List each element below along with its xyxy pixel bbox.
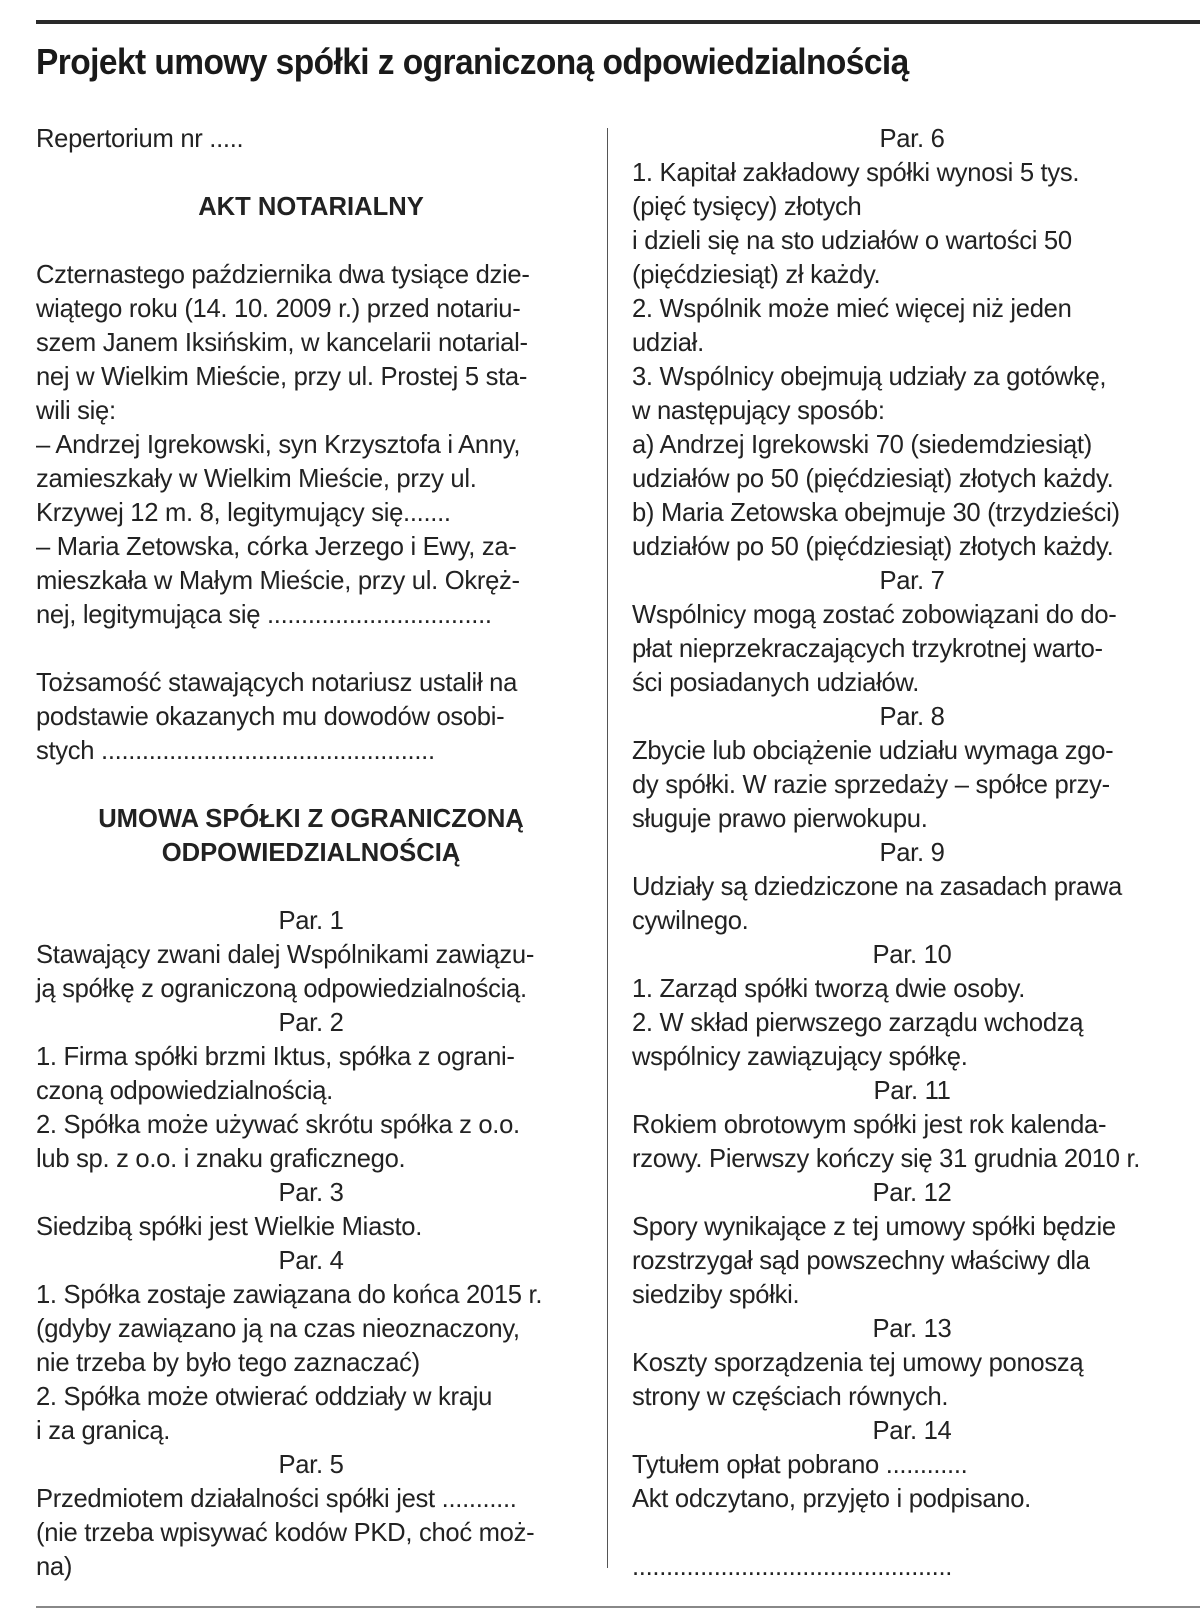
text-line: i za granicą.	[36, 1417, 171, 1445]
text-line: dy spółki. W razie sprzedaży – spółce przy-	[632, 771, 1110, 799]
text-line: nie trzeba by było tego zaznaczać)	[36, 1349, 420, 1377]
text-line: b) Maria Zetowska obejmuje 30 (trzydzieści)	[632, 499, 1120, 527]
text-line: ją spółkę z ograniczoną odpowiedzialnością.	[36, 975, 527, 1003]
text-line: Akt odczytano, przyjęto i podpisano.	[632, 1485, 1031, 1513]
text-line: Wspólnicy mogą zostać zobowiązani do do-	[632, 601, 1117, 629]
text-line: nej w Wielkim Mieście, przy ul. Prostej 5 sta-	[36, 363, 528, 391]
text-line: (pięć tysięcy) złotych	[632, 193, 862, 221]
text-line: (pięćdziesiąt) zł każdy.	[632, 261, 881, 289]
right-column	[632, 122, 1192, 1584]
par-5-label: Par. 5	[278, 1451, 344, 1479]
text-line: lub sp. z o.o. i znaku graficznego.	[36, 1145, 406, 1173]
column-divider	[607, 128, 608, 1568]
text-line: Udziały są dziedziczone na zasadach prawa	[632, 873, 1122, 901]
text-line: ści posiadanych udziałów.	[632, 669, 920, 697]
text-line: zamieszkały w Wielkim Mieście, przy ul.	[36, 465, 477, 493]
par-13-label: Par. 13	[872, 1315, 952, 1343]
text-line: i dzieli się na sto udziałów o wartości 50	[632, 227, 1072, 255]
text-line: sługuje prawo pierwokupu.	[632, 805, 928, 833]
text-line: wili się:	[36, 397, 116, 425]
text-line: siedziby spółki.	[632, 1281, 800, 1309]
page-title: Projekt umowy spółki z ograniczoną odpowiedzialnością	[36, 41, 909, 82]
par-12-label: Par. 12	[872, 1179, 952, 1207]
par-9-label: Par. 9	[879, 839, 945, 867]
text-line: mieszkała w Małym Mieście, przy ul. Okręż-	[36, 567, 520, 595]
par-1-label: Par. 1	[278, 907, 344, 935]
text-line: 2. Wspólnik może mieć więcej niż jeden	[632, 295, 1072, 323]
text-line: czoną odpowiedzialnością.	[36, 1077, 333, 1105]
par-11-label: Par. 11	[873, 1077, 951, 1105]
intro-paragraph	[36, 258, 586, 632]
par-7-label: Par. 7	[879, 567, 945, 595]
text-line: – Maria Zetowska, córka Jerzego i Ewy, za-	[36, 533, 517, 561]
spacer	[36, 224, 586, 258]
text-line: wiątego roku (14. 10. 2009 r.) przed notariu-	[36, 295, 521, 323]
text-line: Siedzibą spółki jest Wielkie Miasto.	[36, 1213, 423, 1241]
left-column	[36, 122, 586, 1584]
text-line: 3. Wspólnicy obejmują udziały za gotówkę,	[632, 363, 1107, 391]
text-line: rzowy. Pierwszy kończy się 31 grudnia 2010 r.	[632, 1145, 1141, 1173]
umowa-heading-line-1: UMOWA SPÓŁKI Z OGRANICZONĄ	[98, 805, 524, 833]
text-line: Zbycie lub obciążenie udziału wymaga zgo-	[632, 737, 1114, 765]
text-line: (gdyby zawiązano ją na czas nieoznaczony,	[36, 1315, 520, 1343]
text-line: 1. Kapitał zakładowy spółki wynosi 5 tys.	[632, 159, 1080, 187]
text-line: szem Janem Iksińskim, w kancelarii notarial-	[36, 329, 528, 357]
text-line: wspólnicy zawiązujący spółkę.	[632, 1043, 968, 1071]
text-line: 1. Zarząd spółki tworzą dwie osoby.	[632, 975, 1026, 1003]
par-10-label: Par. 10	[872, 941, 952, 969]
text-line: 2. W skład pierwszego zarządu wchodzą	[632, 1009, 1084, 1037]
text-line: Rokiem obrotowym spółki jest rok kalenda-	[632, 1111, 1107, 1139]
akt-notarialny-heading: AKT NOTARIALNY	[198, 193, 424, 221]
text-line: – Andrzej Igrekowski, syn Krzysztofa i Anny,	[36, 431, 521, 459]
text-line: 2. Spółka może używać skrótu spółka z o.o.	[36, 1111, 520, 1139]
par-6-label: Par. 6	[879, 125, 945, 153]
signature-line: ...............................................	[632, 1553, 953, 1581]
par-14-label: Par. 14	[872, 1417, 952, 1445]
text-line: nej, legitymująca się .................................	[36, 601, 492, 629]
text-line: 1. Spółka zostaje zawiązana do końca 2015 r.	[36, 1281, 543, 1309]
par-3-label: Par. 3	[278, 1179, 344, 1207]
text-line: cywilnego.	[632, 907, 749, 935]
top-rule	[36, 20, 1200, 24]
text-line: (nie trzeba wpisywać kodów PKD, choć moż-	[36, 1519, 535, 1547]
spacer	[36, 156, 586, 190]
text-line: stych .................................................	[36, 737, 435, 765]
spacer	[36, 768, 586, 802]
text-line: udział.	[632, 329, 704, 357]
spacer	[36, 632, 586, 666]
umowa-heading-line-2: ODPOWIEDZIALNOŚCIĄ	[161, 839, 461, 867]
spacer	[632, 1516, 1192, 1550]
text-line: rozstrzygał sąd powszechny właściwy dla	[632, 1247, 1090, 1275]
text-line: a) Andrzej Igrekowski 70 (siedemdziesiąt)	[632, 431, 1092, 459]
text-line: Tożsamość stawających notariusz ustalił na	[36, 669, 518, 697]
text-line: strony w częściach równych.	[632, 1383, 949, 1411]
text-line: Stawający zwani dalej Wspólnikami zawiązu-	[36, 941, 535, 969]
text-line: Przedmiotem działalności spółki jest ...........	[36, 1485, 517, 1513]
text-line: 2. Spółka może otwierać oddziały w kraju	[36, 1383, 493, 1411]
text-line: Czternastego października dwa tysiące dzie-	[36, 261, 530, 289]
text-line: Spory wynikające z tej umowy spółki będzie	[632, 1213, 1116, 1241]
par-8-label: Par. 8	[879, 703, 945, 731]
text-line: na)	[36, 1553, 73, 1581]
text-line: Tytułem opłat pobrano ............	[632, 1451, 968, 1479]
text-line: 1. Firma spółki brzmi Iktus, spółka z ograni-	[36, 1043, 515, 1071]
repertorium-line: Repertorium nr .....	[36, 125, 244, 153]
text-line: Koszty sporządzenia tej umowy ponoszą	[632, 1349, 1084, 1377]
bottom-rule	[36, 1606, 1200, 1608]
par-4-label: Par. 4	[278, 1247, 344, 1275]
text-line: Krzywej 12 m. 8, legitymujący się.......	[36, 499, 451, 527]
identity-paragraph	[36, 666, 586, 768]
text-line: w następujący sposób:	[632, 397, 885, 425]
text-line: udziałów po 50 (pięćdziesiąt) złotych każdy.	[632, 465, 1114, 493]
text-line: płat nieprzekraczających trzykrotnej warto-	[632, 635, 1103, 663]
par-2-label: Par. 2	[278, 1009, 344, 1037]
spacer	[36, 870, 586, 904]
text-line: udziałów po 50 (pięćdziesiąt) złotych każdy.	[632, 533, 1114, 561]
text-line: podstawie okazanych mu dowodów osobi-	[36, 703, 505, 731]
